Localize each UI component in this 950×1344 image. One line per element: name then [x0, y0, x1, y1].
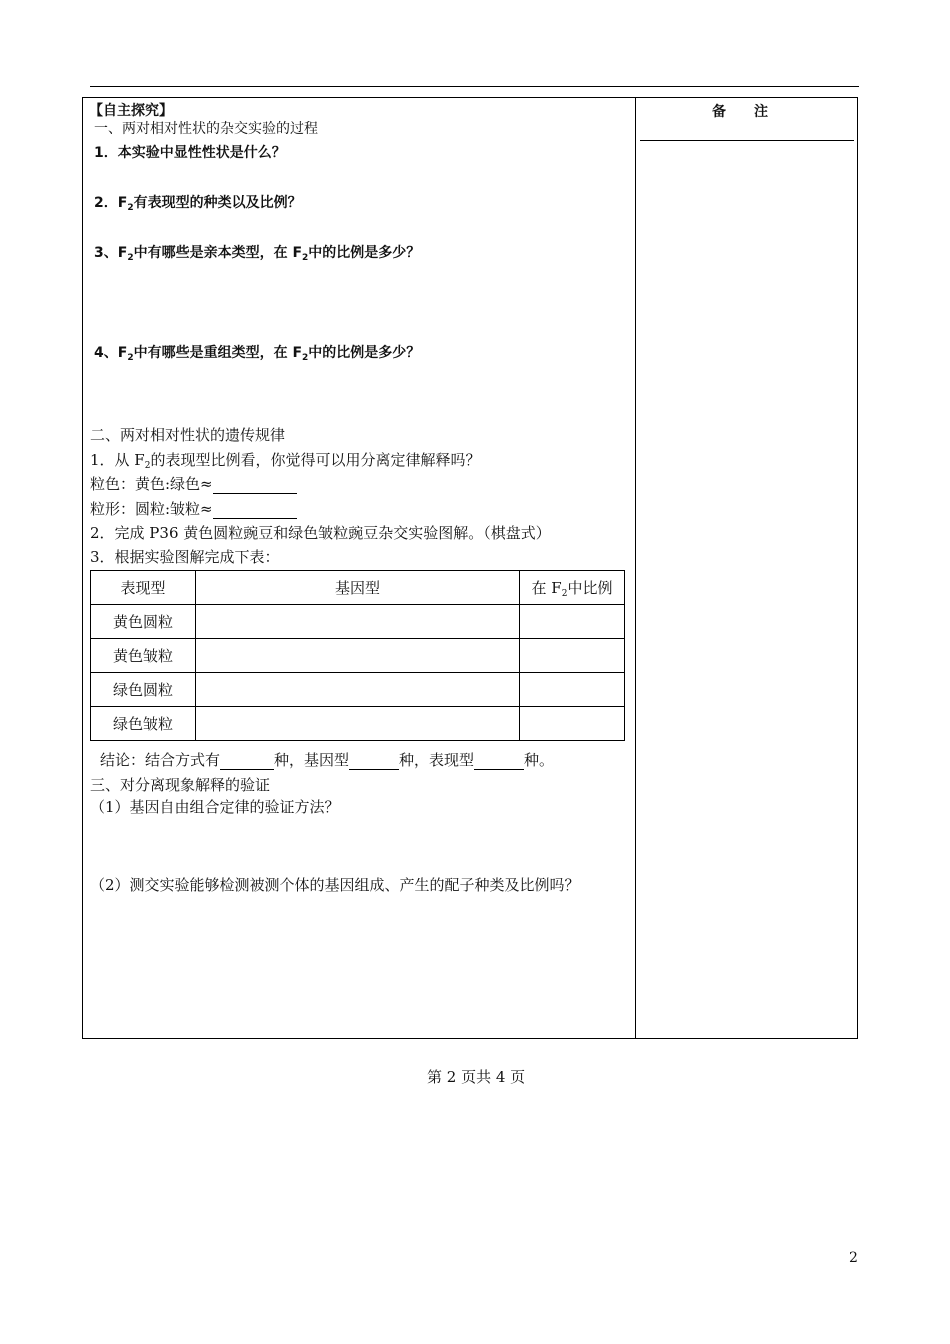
- ratio-cell[interactable]: [520, 639, 625, 673]
- part3-heading: 三、对分离现象解释的验证: [90, 776, 271, 794]
- table-row: [91, 605, 625, 639]
- genotype-cell[interactable]: [196, 673, 520, 707]
- genotype-cell[interactable]: [196, 605, 520, 639]
- phenotype-count-blank[interactable]: [474, 753, 524, 770]
- notes-header-rule: [640, 140, 854, 141]
- genotype-table: [90, 570, 625, 741]
- table-row: [91, 639, 625, 673]
- part3-question-2: （2）测交实验能够检测被测个体的基因组成、产生的配子种类及比例吗？: [90, 876, 580, 894]
- header-rule: [90, 86, 859, 87]
- part1-question-2: 2．$F_2$有表现型的种类以及比例？: [94, 195, 302, 213]
- notes-column-divider: [635, 97, 636, 1038]
- part1-question-1: 1．本实验中显性性状是什么？: [94, 145, 286, 161]
- table-row: [91, 707, 625, 741]
- notes-header: 备 注: [712, 104, 768, 120]
- header-genotype: 基因型: [196, 571, 520, 605]
- genotype-count-blank[interactable]: [349, 753, 399, 770]
- page-number: 2: [849, 1250, 858, 1266]
- part1-question-3: 3、$F_2$中有哪些是亲本类型，在 $F_2$中的比例是多少？: [94, 245, 421, 263]
- table-row: [91, 673, 625, 707]
- shape-ratio-blank[interactable]: [213, 502, 297, 519]
- ratio-cell[interactable]: [520, 605, 625, 639]
- header-phenotype: 表现型: [91, 571, 196, 605]
- ratio-cell[interactable]: [520, 673, 625, 707]
- worksheet-frame: [82, 97, 858, 1039]
- part2-heading: 二、两对相对性状的遗传规律: [90, 426, 286, 444]
- phenotype-cell: 绿色皱粒: [91, 707, 196, 741]
- genotype-cell[interactable]: [196, 707, 520, 741]
- part1-heading: 一、两对相对性状的杂交实验的过程: [94, 121, 318, 137]
- page-footer: 第 2 页共 4 页: [427, 1068, 526, 1086]
- part1-question-4: 4、$F_2$中有哪些是重组类型，在 $F_2$中的比例是多少？: [94, 345, 421, 363]
- part3-question-1: （1）基因自由组合定律的验证方法？: [90, 798, 340, 816]
- section-title: 【自主探究】: [89, 103, 173, 119]
- header-ratio: 在 $F_2$中比例: [520, 571, 625, 605]
- phenotype-cell: 黄色皱粒: [91, 639, 196, 673]
- part2-question-3: 3．根据实验图解完成下表：: [90, 548, 280, 566]
- phenotype-cell: 黄色圆粒: [91, 605, 196, 639]
- genotype-cell[interactable]: [196, 639, 520, 673]
- color-ratio-line: 粒色：黄色:绿色≈: [90, 474, 297, 494]
- phenotype-cell: 绿色圆粒: [91, 673, 196, 707]
- conclusion-line: 结论：结合方式有 种，基因型 种，表现型 种。: [100, 751, 555, 769]
- part2-question-1: 1．从 $F_2$的表现型比例看，你觉得可以用分离定律解释吗？: [90, 451, 481, 471]
- combination-count-blank[interactable]: [220, 753, 274, 770]
- shape-ratio-line: 粒形：圆粒:皱粒≈: [90, 499, 297, 519]
- part2-question-2: 2．完成 P36 黄色圆粒豌豆和绿色皱粒豌豆杂交实验图解。（棋盘式）: [90, 524, 551, 542]
- ratio-cell[interactable]: [520, 707, 625, 741]
- color-ratio-blank[interactable]: [213, 477, 297, 494]
- table-header-row: [91, 571, 625, 605]
